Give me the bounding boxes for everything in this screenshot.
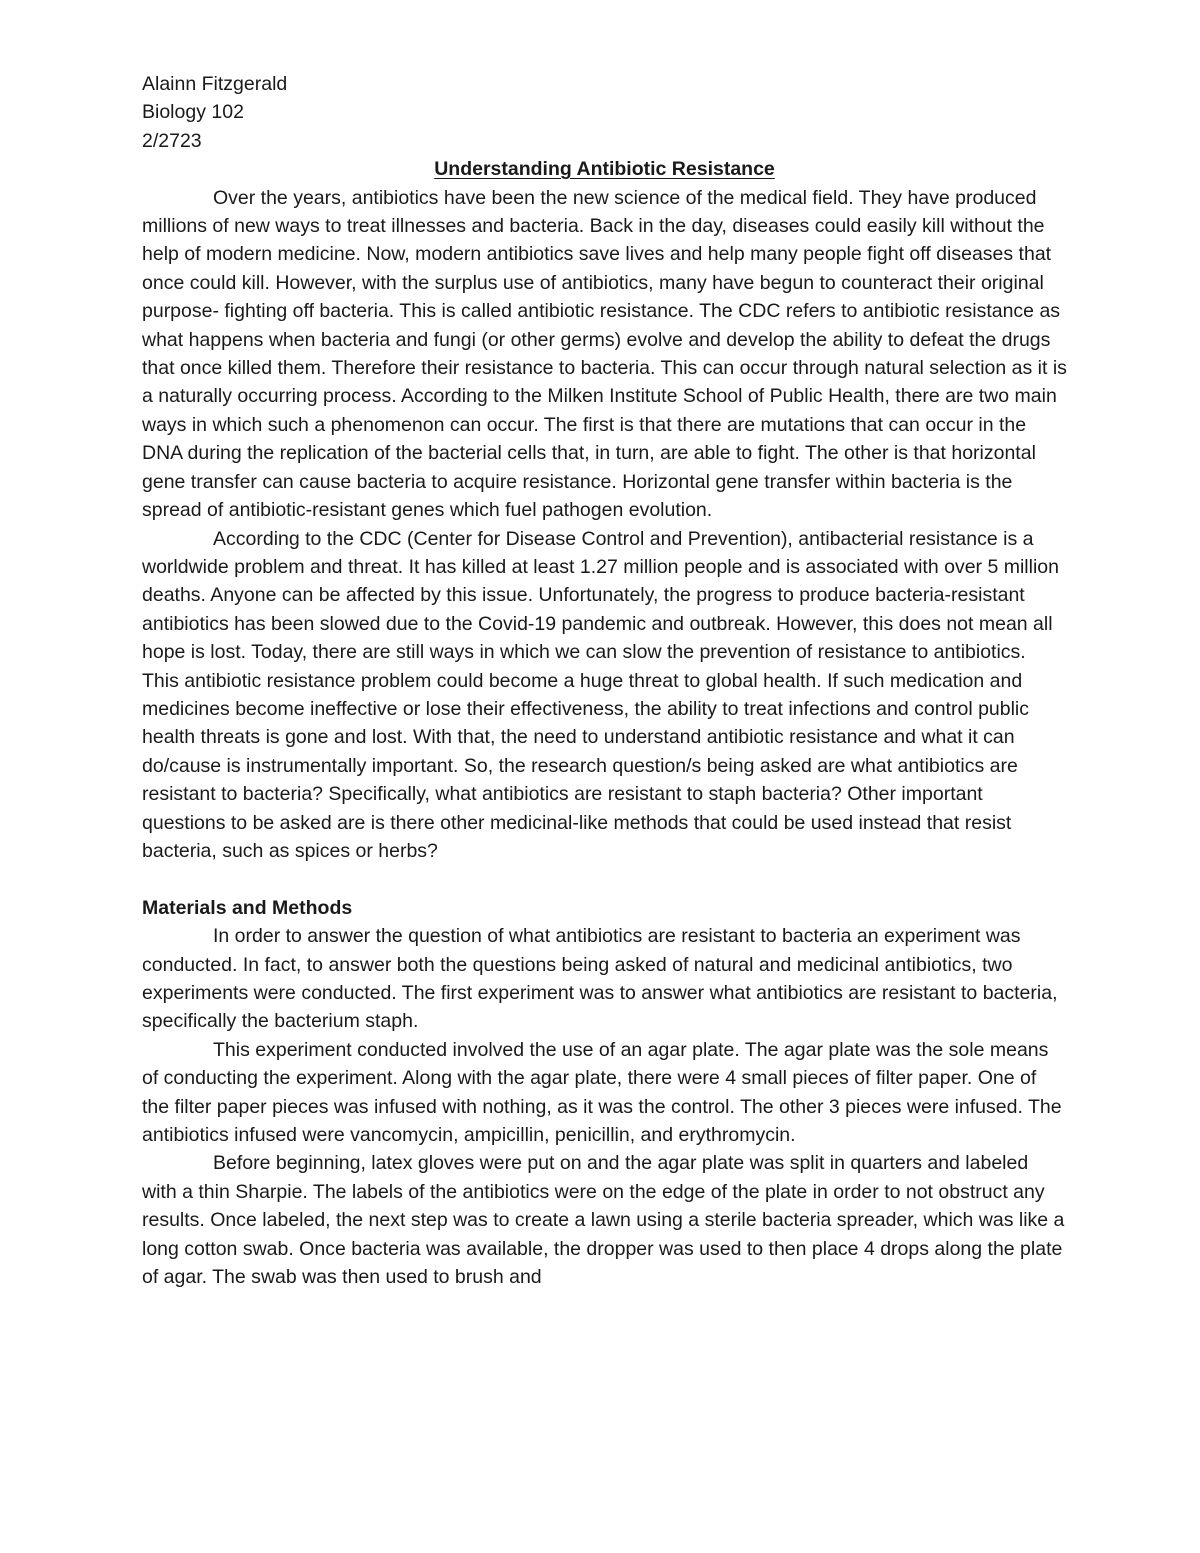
methods-paragraph: This experiment conducted involved the use of an agar plate. The agar plate was the sole means of conducting the experiment. Along with the agar plate, there were 4 small pieces of filter paper. One of the filter paper pieces was infused with nothing, as it was the control. The other 3 pieces were infused. The antibiotics infused were vancomycin, ampicillin, penicillin, and erythromycin. bbox=[142, 1038, 1062, 1147]
methods-paragraph: Before beginning, latex gloves were put on and the agar plate was split in quarters and labeled with a thin Sharpie. The labels of the antibiotics were on the edge of the plate in order to not obstruct any results. Once labeled, the next step was to create a lawn using a sterile bacteria spreader, which was like a long cotton swab. Once bacteria was available, the dropper was used to then place 4 drops along the plate of agar. The swab was then used to brush and bbox=[142, 1152, 1065, 1289]
course-name: Biology 102 bbox=[142, 101, 244, 124]
document-page bbox=[142, 70, 1067, 1291]
section-heading-materials-methods: Materials and Methods bbox=[142, 896, 353, 919]
paragraph-spacer bbox=[142, 865, 1067, 893]
document-date: 2/2723 bbox=[142, 129, 202, 152]
methods-paragraph: In order to answer the question of what antibiotics are resistant to bacteria an experiment was conducted. In fact, to answer both the questions being asked of natural and medicinal antibiotics, two experiments were conducted. The first experiment was to answer what antibiotics are resistant to bacteria, specifically the bacterium staph. bbox=[142, 925, 1058, 1033]
intro-paragraph: Over the years, antibiotics have been the new science of the medical field. They have produced millions of new ways to treat illnesses and bacteria. Back in the day, diseases could easily kill without the help of modern medicine. Now, modern antibiotics save lives and help many people fight off diseases that once could kill. However, with the surplus use of antibiotics, many have begun to counteract their original purpose- fighting off bacteria. This is called antibiotic resistance. The CDC refers to antibiotic resistance as what happens when bacteria and fungi (or other germs) evolve and develop the ability to defeat the drugs that once killed them. Therefore their resistance to bacteria. This can occur through natural selection as it is a naturally occurring process. According to the Milken Institute School of Public Health, there are two main ways in which such a phenomenon can occur. The first is that there are mutations that can occur in the DNA during the replication of the bacterial cells that, in turn, are able to fight. The other is that horizontal gene transfer can cause bacteria to acquire resistance. Horizontal gene transfer within bacteria is the spread of antibiotic-resistant genes which fuel pathogen evolution. bbox=[142, 186, 1067, 522]
author-name: Alainn Fitzgerald bbox=[142, 73, 288, 95]
intro-paragraph: According to the CDC (Center for Disease Control and Prevention), antibacterial resistance is a worldwide problem and threat. It has killed at least 1.27 million people and is associated with over 5 million deaths. Anyone can be affected by this issue. Unfortunately, the progress to produce bacteria-resistant antibiotics has been slowed due to the Covid-19 pandemic and outbreak. However, this does not mean all hope is lost. Today, there are still ways in which we can slow the prevention of resistance to antibiotics. This antibiotic resistance problem could become a huge threat to global health. If such medication and medicines become ineffective or lose their effectiveness, the ability to treat infections and control public health threats is gone and lost. With that, the need to understand antibiotic resistance and what it can do/cause is instrumentally important. So, the research question/s being asked are what antibiotics are resistant to bacteria? Specifically, what antibiotics are resistant to staph bacteria? Other important questions to be asked are is there other medicinal-like methods that could be used instead that resist bacteria, such as spices or herbs? bbox=[142, 527, 1059, 862]
document-title: Understanding Antibiotic Resistance bbox=[434, 158, 775, 181]
